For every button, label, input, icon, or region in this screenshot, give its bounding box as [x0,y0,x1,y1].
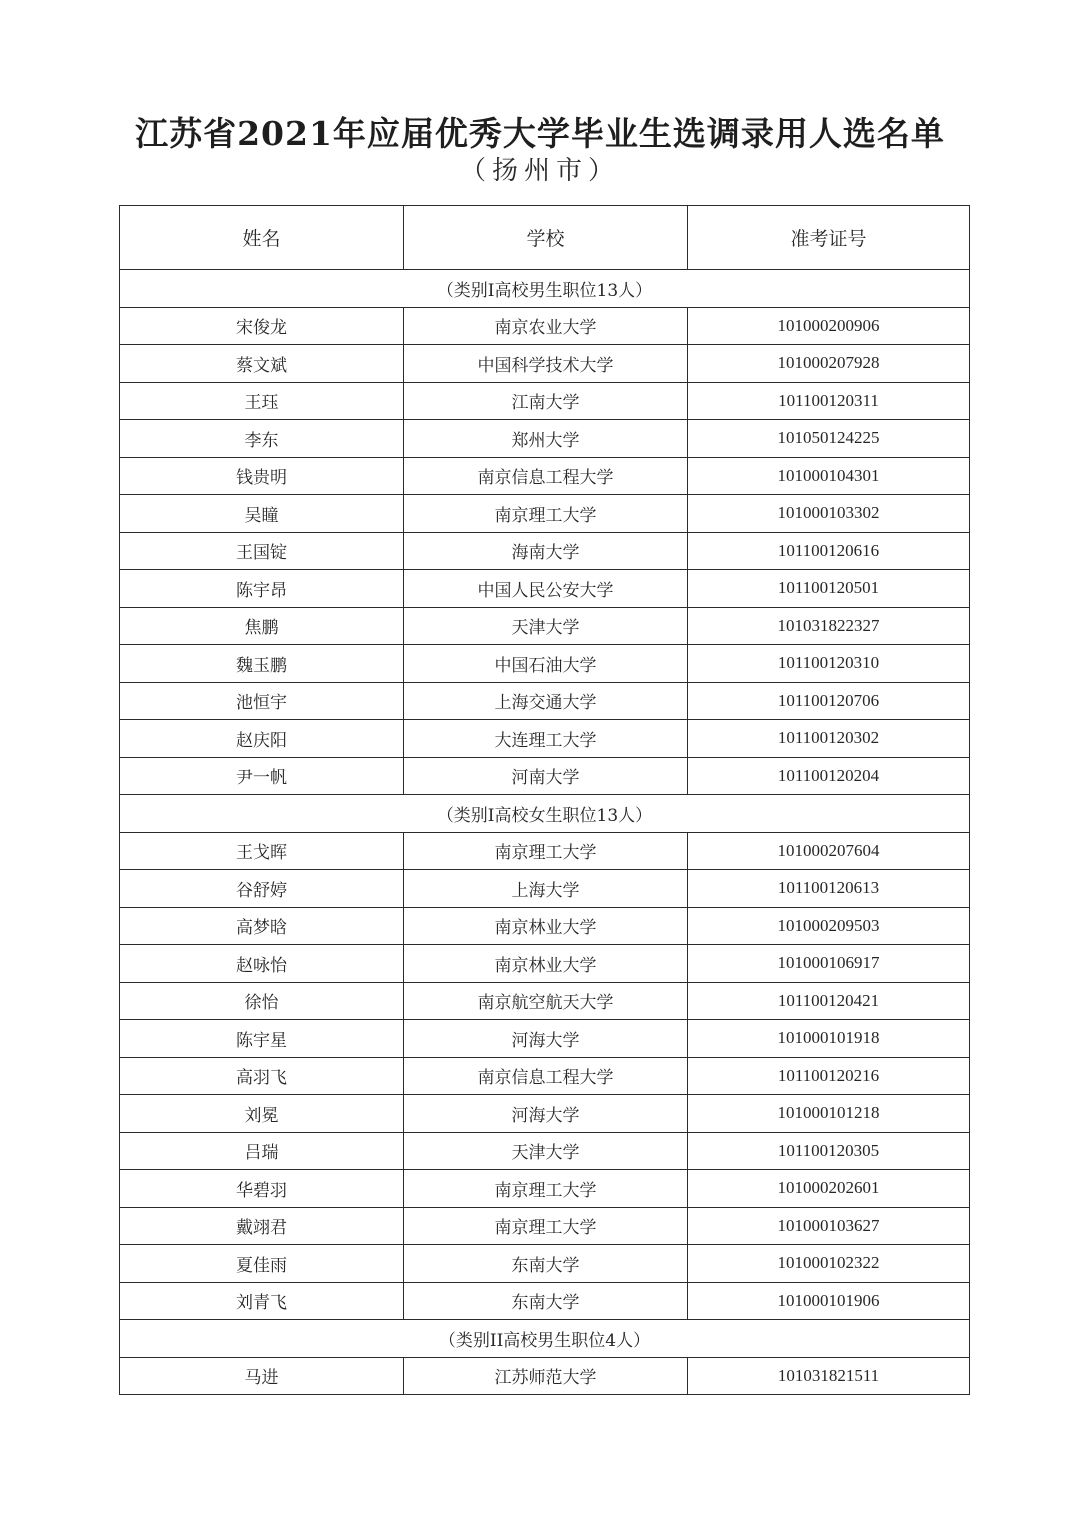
group-label: （类别I高校男生职位13人） [120,270,970,308]
table-row [120,532,970,570]
cell-name: 池恒宇 [120,682,404,720]
cell-exam-id: 101000207928 [688,345,970,383]
cell-school: 南京信息工程大学 [404,457,688,495]
cell-name: 刘冕 [120,1095,404,1133]
table-row [120,457,970,495]
cell-exam-id: 101000200906 [688,307,970,345]
cell-school: 南京理工大学 [404,1170,688,1208]
cell-school: 天津大学 [404,607,688,645]
cell-name: 马进 [120,1357,404,1395]
cell-name: 陈宇星 [120,1020,404,1058]
cell-school: 东南大学 [404,1245,688,1283]
cell-name: 钱贵明 [120,457,404,495]
cell-name: 吴瞳 [120,495,404,533]
cell-exam-id: 101000104301 [688,457,970,495]
header-row [120,206,970,270]
cell-exam-id: 101100120311 [688,382,970,420]
cell-school: 中国科学技术大学 [404,345,688,383]
cell-exam-id: 101000209503 [688,907,970,945]
cell-exam-id: 101100120421 [688,982,970,1020]
cell-name: 吕瑞 [120,1132,404,1170]
cell-school: 海南大学 [404,532,688,570]
table-row [120,870,970,908]
table-row [120,570,970,608]
cell-school: 江南大学 [404,382,688,420]
cell-name: 高梦晗 [120,907,404,945]
table-row [120,645,970,683]
cell-exam-id: 101100120302 [688,720,970,758]
group-label: （类别I高校女生职位13人） [120,795,970,833]
cell-exam-id: 101050124225 [688,420,970,458]
document-title: 江苏省2021年应届优秀大学毕业生选调录用人选名单 [135,114,945,153]
cell-exam-id: 101000202601 [688,1170,970,1208]
table-row [120,1282,970,1320]
cell-name: 谷舒婷 [120,870,404,908]
table-body [120,270,970,1395]
table-row [120,1020,970,1058]
table-row [120,345,970,383]
cell-exam-id: 101031822327 [688,607,970,645]
cell-exam-id: 101100120310 [688,645,970,683]
cell-exam-id: 101000106917 [688,945,970,983]
cell-exam-id: 101000207604 [688,832,970,870]
cell-school: 中国人民公安大学 [404,570,688,608]
cell-school: 南京林业大学 [404,907,688,945]
column-header-exam-id: 准考证号 [688,206,970,270]
table-row [120,1207,970,1245]
cell-school: 中国石油大学 [404,645,688,683]
table-row [120,307,970,345]
cell-name: 李东 [120,420,404,458]
cell-school: 河南大学 [404,757,688,795]
cell-name: 魏玉鹏 [120,645,404,683]
table-row [120,945,970,983]
table-row [120,1170,970,1208]
cell-name: 戴翊君 [120,1207,404,1245]
cell-school: 南京航空航天大学 [404,982,688,1020]
cell-school: 南京理工大学 [404,832,688,870]
table-row [120,607,970,645]
cell-exam-id: 101100120501 [688,570,970,608]
cell-exam-id: 101100120305 [688,1132,970,1170]
cell-name: 华碧羽 [120,1170,404,1208]
cell-school: 南京林业大学 [404,945,688,983]
cell-name: 王戈晖 [120,832,404,870]
cell-school: 江苏师范大学 [404,1357,688,1395]
cell-exam-id: 101000102322 [688,1245,970,1283]
cell-name: 陈宇昂 [120,570,404,608]
table-row [120,382,970,420]
cell-school: 南京农业大学 [404,307,688,345]
cell-exam-id: 101100120613 [688,870,970,908]
cell-exam-id: 101100120706 [688,682,970,720]
table-row [120,1245,970,1283]
cell-name: 宋俊龙 [120,307,404,345]
cell-name: 王珏 [120,382,404,420]
cell-name: 徐怡 [120,982,404,1020]
cell-name: 夏佳雨 [120,1245,404,1283]
column-header-name: 姓名 [120,206,404,270]
cell-name: 赵庆阳 [120,720,404,758]
group-row [120,1320,970,1358]
cell-exam-id: 101100120204 [688,757,970,795]
table-row [120,1132,970,1170]
group-label: （类别II高校男生职位4人） [120,1320,970,1358]
group-row [120,270,970,308]
cell-exam-id: 101000101906 [688,1282,970,1320]
cell-school: 南京理工大学 [404,495,688,533]
cell-name: 高羽飞 [120,1057,404,1095]
table-row [120,420,970,458]
document-subtitle: （扬州市） [459,156,620,186]
table-row [120,1057,970,1095]
candidate-table [119,205,970,1395]
cell-name: 焦鹏 [120,607,404,645]
group-row [120,795,970,833]
table-row [120,495,970,533]
cell-school: 天津大学 [404,1132,688,1170]
table-row [120,757,970,795]
table-row [120,720,970,758]
cell-exam-id: 101100120616 [688,532,970,570]
table-row [120,982,970,1020]
cell-school: 上海大学 [404,870,688,908]
table-row [120,832,970,870]
table-row [120,1095,970,1133]
table-row [120,682,970,720]
cell-school: 上海交通大学 [404,682,688,720]
cell-school: 南京理工大学 [404,1207,688,1245]
cell-name: 王国锭 [120,532,404,570]
cell-exam-id: 101031821511 [688,1357,970,1395]
cell-school: 河海大学 [404,1095,688,1133]
table-header [120,206,970,270]
table-row [120,1357,970,1395]
cell-exam-id: 101000101218 [688,1095,970,1133]
cell-name: 尹一帆 [120,757,404,795]
table-row [120,907,970,945]
cell-school: 河海大学 [404,1020,688,1058]
cell-name: 蔡文斌 [120,345,404,383]
cell-school: 东南大学 [404,1282,688,1320]
cell-name: 刘青飞 [120,1282,404,1320]
cell-name: 赵咏怡 [120,945,404,983]
cell-school: 南京信息工程大学 [404,1057,688,1095]
column-header-school: 学校 [404,206,688,270]
cell-exam-id: 101100120216 [688,1057,970,1095]
cell-exam-id: 101000101918 [688,1020,970,1058]
cell-exam-id: 101000103302 [688,495,970,533]
cell-school: 大连理工大学 [404,720,688,758]
cell-school: 郑州大学 [404,420,688,458]
cell-exam-id: 101000103627 [688,1207,970,1245]
